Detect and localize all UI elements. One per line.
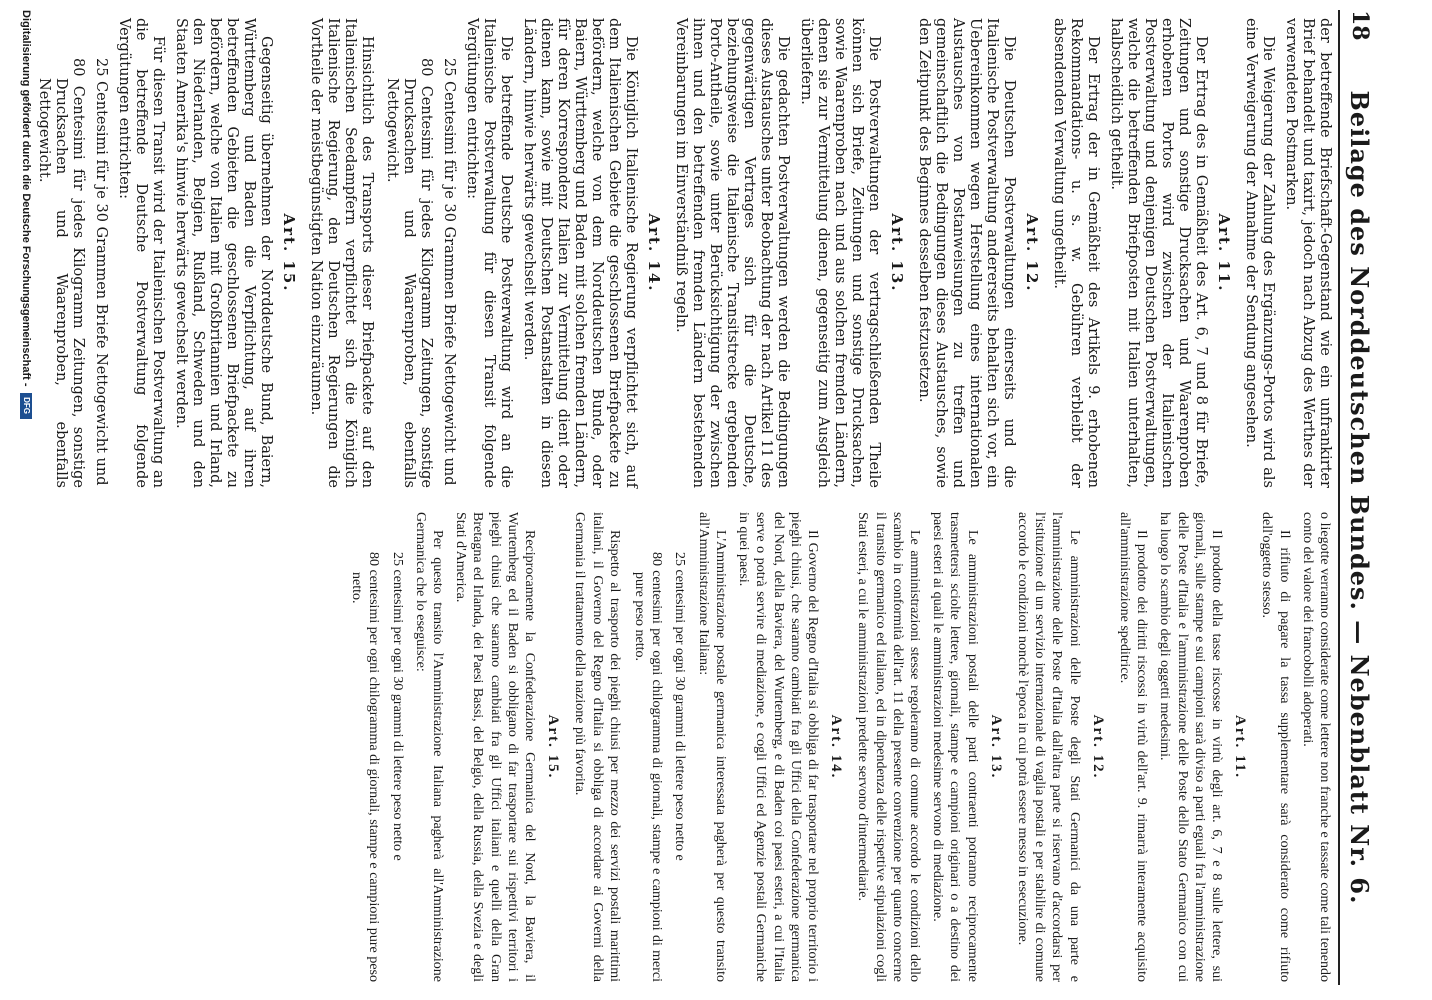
italian-art14-p1: Il Governo del Regno d'Italia si obbliga di far trasportare nel proprio territorio i pieghi chiusi, che saranno cambiati fra gli Uffici della Confederazione germanica del Nord, della Baviera, del Wurtemberg, e di Baden coi paesi esteri, a cui l'Italia serve o potrà servire di mediazione, e cogli Uffici ed Agenzie postali Germaniche in quei paesi. xyxy=(736,512,820,982)
rotated-document-page xyxy=(5,0,1395,1000)
german-art14-p3: Hinsichtlich des Transports dieser Briefpackete auf den Italienischen Seedampfern verpflichtet sich die Königlich Italienische Regierung, den Deutschen Regierungen die Vortheile der meistbegünstigten Nation einzuräumen. xyxy=(308,18,375,488)
german-art11-p2: Der Ertrag der in Gemäßheit des Artikels 9. erhobenen Rekommandations- u. s. w. Gebühren verbleibt der absendenden Verwaltung ungetheilt. xyxy=(1051,18,1101,488)
german-art15-rate-letters: 25 Centesimi für je 30 Grammen Briefe Nettogewicht und xyxy=(93,58,109,486)
italian-art13-p2: Le amministrazioni stesse regoleranno di comune accordo le condizioni dello scambio in conformità dell'art. 11 della presente convenzione per quanto concerne il transito germanico ed italiano, ed in dipendenza delle rispettive stipulazioni cogli Stati esteri, a cui le amministrazioni predette servono d'intermediarie. xyxy=(855,512,922,982)
german-art11-p1: Der Ertrag des in Gemäßheit des Art. 6, 7 und 8 für Briefe, Zeitungen und sonstige Drucksachen und Waarenproben erhobenen Portos wird zwischen der Italienischen Postverwaltung und denjenigen Deutschen Postverwaltungen, welche die betreffenden Briefposten mit Italien unterhalten, halbscheidlich getheilt. xyxy=(1108,18,1209,488)
italian-art14-rate-print: 80 centesimi per ogni chilogramma di giornali, stampe e campioni di merci pure peso netto. xyxy=(632,552,665,982)
page-number: 18 xyxy=(1347,10,1373,41)
italian-art14-title: Art. 14. xyxy=(828,714,845,780)
italian-art15-rate-letters: 25 centesimi per ogni 30 grammi di lettere peso netto e xyxy=(389,552,405,861)
italian-art11-p1: Il prodotto della tasse riscosse in virtù degli art. 6, 7 e 8 sulle lettere, sui giornali, sulle stampe e sui campioni sarà diviso a parti eguali fra l'amministrazione delle Poste d'Italia e l'amministrazione delle Poste dello Stato Germanico con cui ha luogo lo scambio degli oggetti medesimi. xyxy=(1157,512,1224,982)
german-art14-p2: Die betreffende Deutsche Postverwaltung wird an die Italienische Postverwaltung für diesen Transit folgende Vergütungen entrichten: xyxy=(464,18,514,488)
german-art11-title: Art. 11. xyxy=(1215,213,1233,293)
german-art15-rates xyxy=(35,18,109,488)
german-art14-rates xyxy=(383,18,457,488)
digitization-credit xyxy=(17,10,35,990)
italian-art13-title: Art. 13. xyxy=(987,714,1004,780)
italian-intro: o liegotte verranno considerate come lettere non franche e tassate come tali tenendo conto del valore dei francobolli adoperati. xyxy=(1299,512,1332,982)
german-art15-p2: Für diesen Transit wird der Italienischen Postverwaltung an die betreffende Deutsche Postverwaltung folgende Vergütungen entrichten: xyxy=(116,18,166,488)
italian-art14-p2: L'Amministrazione postale germanica interessata pagherà per questo transito all'Amministrazione Italiana: xyxy=(695,512,728,982)
german-art15-title: Art. 15. xyxy=(280,213,298,293)
italian-art15-rates xyxy=(348,512,406,982)
italian-art15-p1: Reciprocamente la Confederazione Germanica del Nord, la Baviera, il Wurtemberg ed il Baden si obbligano di far trasportare sui rispettivi territori i pieghi chiusi che saranno cambiati fra gli Uffici italiani e quelli della Gran Bretagna ed Irlanda, dei Paesi Bassi, del Belgio, della Russia, della Svezia e degli Stati d'America. xyxy=(453,512,538,982)
italian-art12-title: Art. 12. xyxy=(1089,714,1106,780)
german-intro-p2: Die Weigerung der Zahlung des Ergänzungs-Portos wird als eine Verweigerung der Annahme der Sendung angesehen. xyxy=(1243,18,1276,488)
italian-art15-p2: Per questo transito l'Amministrazione Italiana pagherà all'Amministrazione Germanica che lo eseguisce: xyxy=(412,512,446,982)
credit-text: Digitalisierung gefördert durch die Deutsche Forschungsgemeinschaft - xyxy=(20,10,32,387)
german-art15-p1: Gegenseitig übernehmen der Norddeutsche Bund, Baiern, Württemberg und Baden die Verpflichtung, auf ihren betreffenden Gebieten die geschlossenen Briefpackete zu befördern, welche von Italien mit Großbritannien und Irland, den Niederlanden, Belgien, Rußland, Schweden und den Staaten Amerika's hinwie herwärts gewechselt werden. xyxy=(173,18,274,488)
german-art14-rate-print: 80 Centesimi für jedes Kilogramm Zeitungen, sonstige Drucksachen und Waarenproben, ebenfalls Nettogewicht. xyxy=(384,58,434,488)
italian-art13-p1: Le amministrazioni postali delle parti contraenti potranno reciprocamente trasmettersi sciolte lettere, giornali, stampe e campioni originari o a destino dei paesi esteri ai quali le amministrazioni medesime servono di mediazione. xyxy=(930,512,980,982)
german-art14-title: Art. 14. xyxy=(645,213,663,293)
german-art13-title: Art. 13. xyxy=(888,213,906,293)
dfg-logo-icon: DFG xyxy=(20,393,32,419)
italian-art14-p3: Rispetto al trasporto dei pieghi chiusi per mezzo dei servizi postali marittimi italiani, il Governo del Regno d'Italia si obbliga di accordare ai Governi della Germania il trattamento della nazione più favorita. xyxy=(572,512,622,982)
german-intro: der betreffende Briefschaft-Gegenstand wie ein unfrankirter Brief behandelt und taxirt, jedoch nach Abzug des Werthes der verwendeten Postmarken. xyxy=(1283,18,1333,488)
italian-art15-rate-print: 80 centesimi per ogni chilogramma di giornali, stampe e campioni pure peso netto. xyxy=(349,552,382,982)
running-title: Beilage des Norddeutschen Bundes. — Nebenblatt Nr. 6. xyxy=(1345,90,1375,905)
italian-art14-rate-letters: 25 centesimi per ogni 30 grammi di lettere peso netto e xyxy=(672,552,688,861)
german-art14-rate-letters: 25 Centesimi für je 30 Grammen Briefe Nettogewicht und xyxy=(441,58,457,486)
italian-art11-title: Art. 11. xyxy=(1232,715,1249,779)
italian-art11-p2: Il prodotto dei diritti riscossi in virtù dell'art. 9. rimarrà interamente acquisito all'amministrazione speditrice. xyxy=(1116,512,1150,982)
page-header xyxy=(1338,10,1380,985)
german-art15-rate-print: 80 Centesimi für jedes Kilogramm Zeitungen, sonstige Drucksachen und Waarenproben, ebenfalls Nettogewicht. xyxy=(36,58,86,488)
german-art12-title: Art. 12. xyxy=(1023,213,1041,293)
italian-intro-p2: Il rifiuto di pagare la tassa supplementare sarà considerato come rifiuto dell'oggetto stesso. xyxy=(1259,512,1292,982)
italian-art15-title: Art. 15. xyxy=(545,714,562,780)
german-art13-p1: Die Postverwaltungen der vertragschließenden Theile können sich Briefe, Zeitungen und sonstige Drucksachen, sowie Waarenproben nach und aus solchen fremden Ländern, denen sie zur Vermittelung dienen, gegenseitig zum Ausgleich überliefern. xyxy=(798,18,882,488)
italian-art12-p1: Le amministrazioni delle Poste degli Stati Germanici da una parte e l'amministrazione delle Poste d'Italia dall'altra parte si riservano d'accordarsi per l'istituzione di un servizio internazionale di vaglia postali e per stabilire di comune accordo le condizioni nonchè l'epoca in cui potrà essere messo in esecuzione. xyxy=(1014,512,1082,982)
german-art12-p1: Die Deutschen Postverwaltungen einerseits und die Italienische Postverwaltung andererseits behalten sich vor, ein Uebereinkommen wegen Herstellung eines internationalen Austausches von Postanweisungen zu treffen und gemeinschaftlich die Bedingungen dieses Austausches, sowie den Zeitpunkt des Beginnes desselben festzusetzen. xyxy=(916,18,1017,488)
german-text-column xyxy=(27,18,1333,488)
german-art13-p2: Die gedachten Postverwaltungen werden die Bedingungen dieses Austausches unter Beobachtung der nach Artikel 11 des gegenwärtigen Vertrages sich für die Deutsche, beziehungsweise die Italienische Transitstrecke ergebenden Porto-Antheile, sowie unter Berücksichtigung der zwischen ihnen und den betreffenden fremden Ländern bestehenden Vereinbarungen im Einverständniß regeln. xyxy=(673,18,791,488)
italian-art14-rates xyxy=(631,512,689,982)
italian-text-column xyxy=(340,512,1333,982)
german-art14-p1: Die Königlich Italienische Regierung verpflichtet sich, auf dem Italienischen Gebiete die geschlossenen Briefpackete zu befördern, welche von dem Norddeutschen Bunde, oder Baiern, Württemberg und Baden mit solchen fremden Ländern, für deren Korrespondenz Italien zur Vermittelung dient oder dienen kann, sowie mit Deutschen Postanstalten in diesen Ländern, hinwie herwärts gewechselt werden. xyxy=(521,18,639,488)
